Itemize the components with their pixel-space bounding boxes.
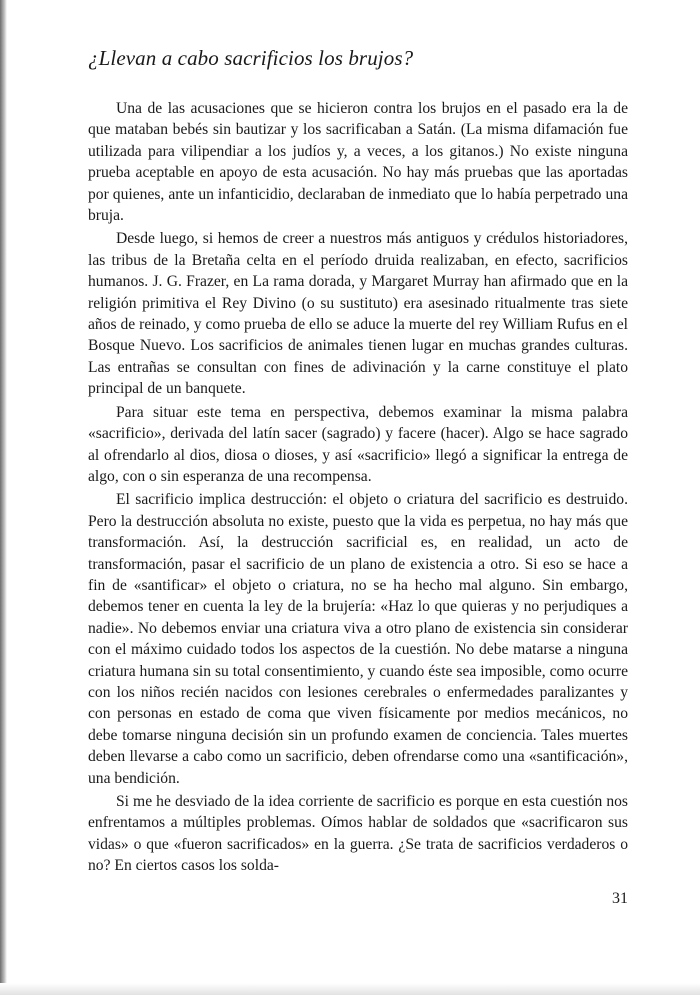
page-content bbox=[88, 44, 628, 877]
paragraph-3: Para situar este tema en perspectiva, debemos examinar la misma palabra «sacrificio», derivada del latín sacer (sagrado) y facere (hacer). Algo se hace sagrado al ofrendarlo al dios, diosa o dioses, y así «sacrificio» llegó a significar la entrega de algo, con o sin esperanza de una recompensa. bbox=[88, 403, 628, 485]
scan-edge-bottom bbox=[0, 983, 700, 995]
body-text bbox=[88, 98, 628, 877]
section-title: ¿Llevan a cabo sacrificios los brujos? bbox=[88, 46, 414, 70]
page-number: 31 bbox=[612, 890, 628, 907]
paragraph-4: El sacrificio implica destrucción: el objeto o criatura del sacrificio es destruido. Pero la destrucción absoluta no existe, puesto que la vida es perpetua, no hay más que transformación. Así, la destrucción sacrificial es, en realidad, un acto de transformación, pasar el sacrificio de un plano de existencia a otro. Si eso se hace a fin de «santificar» el objeto o criatura, no se ha hecho mal alguno. Sin embargo, debemos tener en cuenta la ley de la brujería: «Haz lo que quieras y no perjudiques a nadie». No debemos enviar una criatura viva a otro plano de existencia sin considerar con el máximo cuidado todos los aspectos de la cuestión. No debe matarse a ninguna criatura humana sin su total consentimiento, y cuando éste sea imposible, como ocurre con los niños recién nacidos con lesiones cerebrales o enfermedades paralizantes y con personas en estado de coma que viven físicamente por medios mecánicos, no debe tomarse ninguna decisión sin un profundo examen de conciencia. Tales muertes deben llevarse a cabo como un sacrificio, deben ofrendarse como una «santificación», una bendición. bbox=[88, 491, 628, 787]
paragraph-2: Desde luego, si hemos de creer a nuestros más antiguos y crédulos historiadores, las tribus de la Bretaña celta en el período druida realizaban, en efecto, sacrificios humanos. J. G. Frazer, en La rama dorada, y Margaret Murray han afirmado que en la religión primitiva el Rey Divino (o su sustituto) era asesinado ritualmente tras siete años de reinado, y como prueba de ello se aduce la muerte del rey William Rufus en el Bosque Nuevo. Los sacrificios de animales tienen lugar en muchas grandes culturas. Las entrañas se consultan con fines de adivinación y la carne constituye el plato principal de un banquete. bbox=[88, 230, 628, 398]
paragraph-5: Si me he desviado de la idea corriente de sacrificio es porque en esta cuestión nos enfrentamos a múltiples problemas. Oímos hablar de soldados que «sacrificaron sus vidas» o que «fueron sacrificados» en la guerra. ¿Se trata de sacrificios verdaderos o no? En ciertos casos los solda- bbox=[88, 793, 628, 875]
paragraph-1: Una de las acusaciones que se hicieron contra los brujos en el pasado era la de que mataban bebés sin bautizar y los sacrificaban a Satán. (La misma difamación fue utilizada para vilipendiar a los judíos y, a veces, a los gitanos.) No existe ninguna prueba aceptable en apoyo de esta acusación. No hay más pruebas que las aportadas por quienes, ante un infanticidio, declaraban de inmediato que lo había perpetrado una bruja. bbox=[88, 100, 628, 225]
scan-edge-left bbox=[0, 0, 7, 995]
